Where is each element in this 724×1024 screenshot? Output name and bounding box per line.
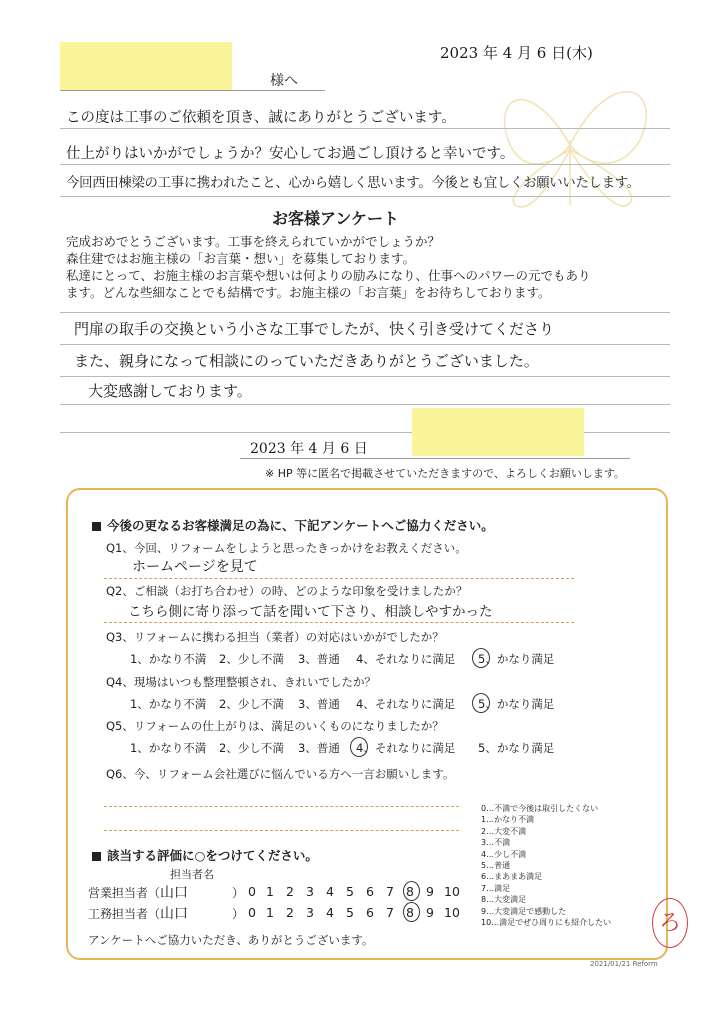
salutation: 様へ	[270, 73, 298, 89]
q4-selected-circle	[472, 693, 490, 713]
signature-underline	[240, 458, 630, 459]
comment-line-3: 大変感謝しております。	[88, 382, 252, 400]
survey-intro-2: 森住建ではお施主様の「お言葉・想い」を募集しております。	[66, 251, 416, 266]
sales-name: 山口	[160, 885, 188, 901]
comment-rule-0	[60, 312, 670, 313]
evaluator-stamp-text: ろ	[659, 911, 682, 936]
letter-line-2: 仕上がりはいかがでしょうか？安心してお過ごし頂けると幸いです。	[66, 146, 515, 162]
staff-name-label: 担当者名	[170, 868, 214, 881]
q4-option-1: 1、かなり不満	[130, 697, 207, 711]
q4-option-3: 3、普通	[298, 697, 340, 711]
q5-option-3: 3、普通	[298, 741, 340, 755]
construction-num-5: 5	[346, 905, 354, 920]
construction-num-6: 6	[366, 905, 374, 920]
publish-note: ※ HP 等に匿名で掲載させていただきますので、よろしくお願いします。	[265, 467, 626, 480]
sales-num-6: 6	[366, 884, 374, 899]
construction-num-0: 0	[248, 905, 256, 920]
letter-line-1: この度は工事のご依頼を頂き、誠にありがとうございます。	[66, 110, 456, 126]
comment-date: 2023 年 4 月 6 日	[250, 441, 368, 457]
letter-rule-2	[60, 164, 670, 165]
construction-num-10: 10	[444, 905, 460, 920]
sales-num-1: 1	[266, 884, 274, 899]
construction-num-4: 4	[326, 905, 334, 920]
question-3: Q3、リフォームに携わる担当（業者）の対応はいかがでしたか？	[106, 630, 444, 644]
answer-1-line	[104, 578, 574, 579]
q3-option-2: 2、少し不満	[219, 652, 284, 666]
answer-2-line	[104, 622, 574, 623]
construction-num-3: 3	[306, 905, 314, 920]
q5-option-1: 1、かなり不満	[130, 741, 207, 755]
salutation-underline	[60, 90, 325, 91]
letter-date: 2023 年 4 月 6 日(木)	[440, 44, 593, 62]
q5-selected-circle	[350, 737, 368, 757]
construction-num-1: 1	[266, 905, 274, 920]
comment-rule-1	[60, 344, 670, 345]
q3-option-4: 4、それなりに満足	[356, 652, 456, 666]
sales-num-4: 4	[326, 884, 334, 899]
construction-num-9: 9	[426, 905, 434, 920]
question-6: Q6、今、リフォーム会社選びに悩んでいる方へ一言お願いします。	[106, 767, 455, 781]
scale-10: 10…満足でぜひ周りにも紹介したい	[481, 918, 612, 928]
survey-intro-1: 完成おめでとうございます。工事を終えられていかがでしょうか？	[66, 234, 441, 249]
sales-num-2: 2	[286, 884, 294, 899]
scale-0: 0…不満で今後は取引したくない	[481, 804, 599, 813]
scale-7: 7…満足	[481, 883, 511, 893]
sales-label: 営業担当者（	[88, 886, 161, 900]
comment-line-1: 門扉の取手の交換という小さな工事でしたが、快く引き受けてくださり	[74, 320, 555, 338]
survey-intro-3: 私達にとって、お施主様のお言葉や想いは何よりの励みになり、仕事へのパワーの元でもあり	[66, 268, 591, 283]
construction-close-paren: ）	[232, 907, 245, 921]
q5-option-5: 5、かなり満足	[478, 741, 555, 755]
heading-square-icon	[92, 522, 101, 531]
scale-4: 4…少し不満	[481, 849, 527, 859]
q5-option-2: 2、少し不満	[219, 741, 284, 755]
q3-option-1: 1、かなり不満	[130, 652, 207, 666]
q3-option-3: 3、普通	[298, 652, 340, 666]
scale-5: 5…普通	[481, 861, 511, 871]
sales-num-0: 0	[248, 884, 256, 899]
construction-label: 工務担当者（	[88, 907, 161, 921]
comment-line-2: また、親身になって相談にのっていただきありがとうございました。	[74, 352, 539, 370]
q6-line-1	[104, 806, 459, 807]
thanks-message: アンケートへご協力いただき、ありがとうございます。	[88, 933, 374, 947]
construction-num-7: 7	[386, 905, 394, 920]
answer-1: ホームページを見て	[132, 559, 258, 575]
scale-3: 3…不満	[481, 838, 511, 848]
question-5: Q5、リフォームの仕上がりは、満足のいくものになりましたか？	[106, 719, 444, 733]
comment-rule-3	[60, 404, 670, 405]
evaluation-square-icon	[92, 852, 101, 861]
q4-option-2: 2、少し不満	[219, 697, 284, 711]
question-2: Q2、ご相談（お打ち合わせ）の時、どのような印象を受けましたか？	[106, 584, 468, 598]
sales-num-10: 10	[444, 884, 460, 899]
evaluation-heading: 該当する評価に○をつけてください。	[92, 846, 318, 864]
q6-line-2	[104, 830, 459, 831]
q5-option-4: 4、それなりに満足	[356, 741, 456, 755]
construction-selected-circle	[403, 902, 420, 922]
sales-num-7: 7	[386, 884, 394, 899]
answer-2: こちら側に寄り添って話を聞いて下さり、相談しやすかった	[128, 604, 493, 620]
construction-name: 山口	[160, 906, 188, 922]
sales-num-3: 3	[306, 884, 314, 899]
scale-9: 9…大変満足で感動した	[481, 906, 567, 916]
questionnaire-heading: 今後の更なるお客様満足の為に、下記アンケートへご協力ください。	[92, 516, 494, 534]
name-redaction	[60, 42, 232, 90]
scale-1: 1…かなり不満	[481, 815, 535, 825]
sales-close-paren: ）	[232, 886, 245, 900]
scale-legend	[481, 803, 661, 928]
signature-redaction	[412, 408, 584, 456]
survey-title: お客様アンケート	[272, 209, 400, 228]
q4-option-5: 5、かなり満足	[478, 697, 555, 711]
sales-num-9: 9	[426, 884, 434, 899]
sales-num-8: 8	[406, 884, 414, 899]
q4-option-4: 4、それなりに満足	[356, 697, 456, 711]
form-footer: 2021/01/21 Reform	[590, 960, 658, 968]
sales-selected-circle	[403, 881, 420, 901]
question-4: Q4、現場はいつも整理整頓され、きれいでしたか？	[106, 675, 377, 689]
construction-num-2: 2	[286, 905, 294, 920]
sales-num-5: 5	[346, 884, 354, 899]
letter-line-3: 今回西田棟梁の工事に携われたこと、心から嬉しく思います。今後とも宜しくお願いいたします。	[66, 176, 640, 191]
construction-num-8: 8	[406, 905, 414, 920]
scale-6: 6…まあまあ満足	[481, 872, 543, 882]
letter-rule-1	[60, 128, 670, 129]
q3-selected-circle	[472, 648, 490, 668]
letter-rule-3	[60, 196, 670, 197]
q3-option-5: 5、かなり満足	[478, 652, 555, 666]
question-1: Q1、今回、リフォームをしようと思ったきっかけをお教えください。	[106, 541, 467, 555]
survey-intro-4: ます。どんな些細なことでも結構です。お施主様の「お言葉」をお待ちしております。	[66, 285, 551, 300]
scale-2: 2…大変不満	[481, 826, 527, 836]
comment-rule-2	[60, 376, 670, 377]
scale-8: 8…大変満足	[481, 895, 527, 905]
